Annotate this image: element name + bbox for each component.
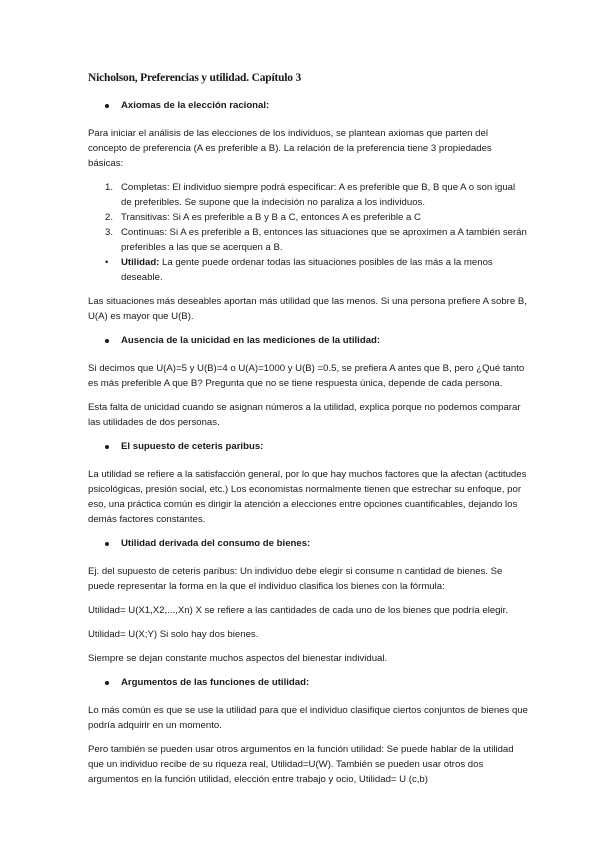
list-number: 2. (105, 212, 114, 223)
list-bullet: • (105, 257, 109, 268)
list-item-text: La gente puede ordenar todas las situaciones posibles de las más a la menos deseable. (121, 257, 493, 283)
paragraph: Esta falta de unicidad cuando se asignan números a la utilidad, explica porque no podemos comparar las utilidades de dos personas. (88, 402, 521, 428)
bullet-icon (105, 445, 109, 449)
bullet-icon (105, 104, 109, 108)
axioms-list (88, 180, 528, 285)
bullet-icon (105, 681, 109, 685)
list-item-text: Si A es preferible a B y B a C, entonces A es preferible a C (169, 212, 421, 223)
list-number: 1. (105, 182, 114, 193)
list-item-label: Continuas: (121, 227, 167, 238)
list-item-text: Si A es preferible a B, entonces las situaciones que se aproximen a A también serán preferibles a las que se acerquen a B. (121, 227, 527, 253)
section-heading-text: Argumentos de las funciones de utilidad: (121, 677, 310, 688)
list-item (88, 225, 528, 255)
section-heading-consumo-bienes (88, 536, 528, 551)
paragraph: Para iniciar el análisis de las elecciones de los individuos, se plantean axiomas que parten del concepto de preferencia (A es preferible a B). La relación de la preferencia tiene 3 propiedades básicas: (88, 128, 492, 169)
section-heading-text: El supuesto de ceteris paribus: (121, 441, 264, 452)
paragraph: Si decimos que U(A)=5 y U(B)=4 o U(A)=1000 y U(B) =0.5, se prefiera A antes que B, pero ¿Qué tanto es más preferible A que B? Pregunta que no se tiene respuesta única, depende de cada persona. (88, 363, 525, 389)
section-heading-ceteris-paribus (88, 439, 528, 454)
section-heading-argumentos (88, 675, 528, 690)
paragraph: Ej. del supuesto de ceteris paribus: Un individuo debe elegir si consume n cantidad de bienes. Se puede representar la forma en la que el individuo clasifica los bienes con la fórmula: (88, 566, 503, 592)
list-item-label: Utilidad: (121, 257, 160, 268)
page-title: Nicholson, Preferencias y utilidad. Capítulo 3 (88, 72, 302, 84)
paragraph: La utilidad se refiere a la satisfacción general, por lo que hay muchos factores que la afectan (actitudes psicológicas, presión social, etc.) Los economistas normalmente tienen que estrechar su enfoque, por eso, una práctica común es dirigir la atención a elecciones entre opciones cuantificables, dejando los demás factores constantes. (88, 469, 527, 525)
list-item-label: Completas: (121, 182, 170, 193)
list-item (88, 255, 528, 285)
list-item-label: Transitivas: (121, 212, 170, 223)
bullet-icon (105, 339, 109, 343)
paragraph: Siempre se dejan constante muchos aspectos del bienestar individual. (88, 653, 388, 664)
section-heading-text: Ausencia de la unicidad en las mediciones de la utilidad: (121, 335, 381, 346)
bullet-icon (105, 542, 109, 546)
paragraph: Lo más común es que se use la utilidad para que el individuo clasifique ciertos conjuntos de bienes que podría adquirir en un momento. (88, 705, 528, 731)
section-heading-unicidad (88, 333, 528, 348)
document-content (88, 70, 528, 796)
list-item (88, 210, 528, 225)
section-heading-axiomas (88, 98, 528, 113)
list-item (88, 180, 528, 210)
list-number: 3. (105, 227, 114, 238)
paragraph: Pero también se pueden usar otros argumentos en la función utilidad: Se puede hablar de la utilidad que un individuo recibe de su riqueza real, Utilidad=U(W). También se pueden usar otros dos argumentos en la función utilidad, elección entre trabajo y ocio, Utilidad= U (c,b) (88, 744, 514, 785)
section-heading-text: Axiomas de la elección racional: (121, 100, 270, 111)
paragraph: Las situaciones más deseables aportan más utilidad que las menos. Si una persona prefiere A sobre B, U(A) es mayor que U(B). (88, 296, 527, 322)
list-item-text: El individuo siempre podrá especificar: A es preferible que B, B que A o son igual de preferibles. Se supone que la indecisión no paraliza a los individuos. (121, 182, 516, 208)
paragraph: Utilidad= U(X;Y) Si solo hay dos bienes. (88, 629, 259, 640)
section-heading-text: Utilidad derivada del consumo de bienes: (121, 538, 311, 549)
paragraph: Utilidad= U(X1,X2,...,Xn) X se refiere a las cantidades de cada uno de los bienes que podría elegir. (88, 605, 508, 616)
